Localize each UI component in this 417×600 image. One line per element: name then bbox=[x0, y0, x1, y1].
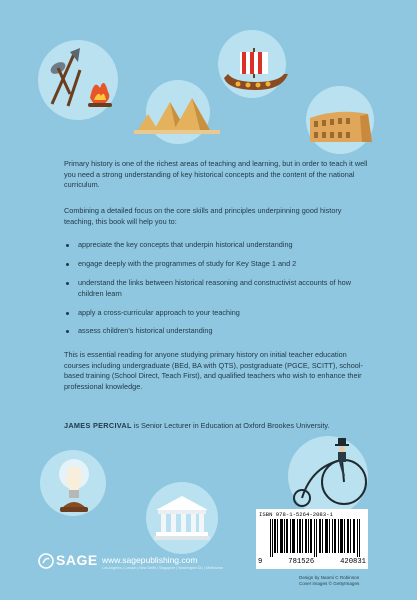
bullet-dot bbox=[66, 330, 69, 333]
bullet-dot bbox=[66, 244, 69, 247]
publisher-name: SAGE bbox=[56, 552, 98, 568]
stone-age-tools-icon bbox=[44, 48, 116, 112]
cover-credits bbox=[299, 575, 359, 587]
focus-paragraph: Combining a detailed focus on the core skills and principles underpinning good history teaching, this book will help you to: bbox=[64, 206, 342, 226]
author-name: JAMES PERCIVAL bbox=[64, 421, 132, 430]
light-bulb-icon bbox=[52, 456, 96, 516]
publisher-cities: Los Angeles | London | New Delhi | Singapore | Washington DC | Melbourne bbox=[102, 566, 224, 570]
isbn-label: ISBN 978-1-5264-2083-1 bbox=[259, 511, 333, 518]
intro-paragraph: Primary history is one of the richest areas of teaching and learning, but in order to teach it well you need a strong understanding of key historical concepts and the content of the national curriculum. bbox=[64, 159, 368, 190]
viking-ship-icon bbox=[220, 44, 292, 96]
audience-paragraph: This is essential reading for anyone studying primary history on initial teacher education courses including undergraduate (BEd, BA with QTS), postgraduate (PGCE, SCITT), school-based training (School Direct, Teach First), and qualified teachers who wish to enhance their professional knowledge. bbox=[64, 350, 363, 391]
barcode bbox=[256, 509, 368, 569]
bullet-dot bbox=[66, 282, 69, 285]
bullet-dot bbox=[66, 312, 69, 315]
pyramids-icon bbox=[134, 94, 220, 136]
author-bio bbox=[64, 421, 330, 430]
author-role: is Senior Lecturer in Education at Oxford Brookes University. bbox=[131, 421, 330, 430]
bullet-dot bbox=[66, 263, 69, 266]
colosseum-icon bbox=[308, 108, 374, 142]
sage-logo-icon bbox=[38, 553, 54, 569]
publisher-url[interactable]: www.sagepublishing.com bbox=[102, 555, 198, 565]
image-credit: Cover images © GettyImages bbox=[299, 581, 360, 586]
greek-temple-icon bbox=[152, 492, 212, 542]
design-credit: Design by Naomi C Robinson bbox=[299, 575, 360, 580]
barcode-digits: 9 781526 420831 bbox=[258, 558, 366, 566]
penny-farthing-icon bbox=[282, 436, 382, 510]
barcode-bars bbox=[270, 519, 362, 557]
